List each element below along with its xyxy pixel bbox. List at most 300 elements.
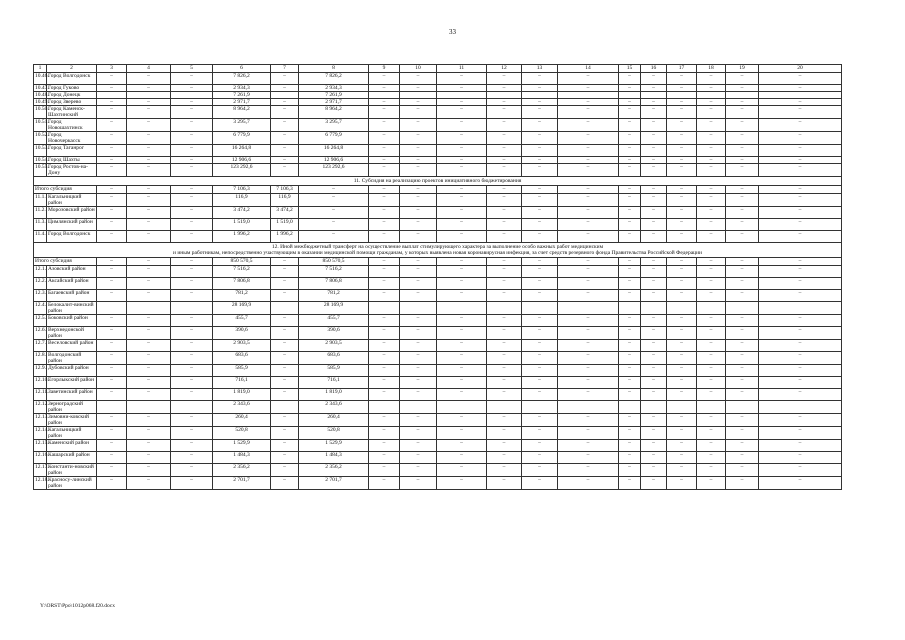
value-cell: –	[171, 266, 213, 278]
section-title-line: и иным работникам, непосредственно участвующим в оказании медицинской помощи гражданам, у которых выявлена новая коронавирусная инфекция, за счет средств резервного фонда Правительства Российской Федерации	[173, 250, 702, 256]
value-cell: 683,6	[299, 352, 369, 365]
value-cell: –	[619, 85, 641, 92]
value-cell: –	[171, 219, 213, 231]
value-cell: –	[619, 365, 641, 377]
value-cell: –	[641, 231, 667, 243]
value-cell: –	[97, 290, 127, 302]
row-name-cell: Цимлянский район	[47, 219, 97, 231]
value-cell: –	[400, 414, 437, 427]
value-cell	[726, 302, 759, 315]
value-cell: 7 826,2	[213, 73, 271, 85]
row-number-cell: 12.18.	[34, 477, 47, 490]
value-cell	[759, 302, 842, 315]
value-cell: –	[726, 352, 759, 365]
value-cell: –	[726, 290, 759, 302]
value-cell: –	[759, 414, 842, 427]
value-cell: –	[127, 106, 171, 119]
value-cell: –	[641, 73, 667, 85]
value-cell: –	[369, 365, 400, 377]
value-cell: –	[667, 145, 697, 157]
column-number-cell: 8	[299, 65, 369, 73]
value-cell: –	[726, 106, 759, 119]
value-cell: –	[127, 258, 171, 266]
value-cell: –	[558, 207, 619, 219]
value-cell: –	[697, 340, 726, 352]
row-number-cell: 10.54.	[35, 157, 49, 163]
value-cell: –	[726, 440, 759, 452]
section-title-cell	[34, 177, 842, 186]
table-row	[34, 327, 842, 340]
value-cell: –	[487, 464, 522, 477]
section-title-line: 11. Субсидия на реализацию проектов инициативного бюджетирования	[353, 178, 522, 184]
value-cell: –	[127, 85, 171, 92]
value-cell: 2 343,6	[213, 401, 271, 414]
value-cell: –	[400, 207, 437, 219]
value-cell: –	[127, 315, 171, 327]
value-cell: –	[97, 266, 127, 278]
value-cell: –	[667, 440, 697, 452]
value-cell: –	[400, 85, 437, 92]
value-cell: –	[726, 327, 759, 340]
value-cell	[619, 401, 641, 414]
value-cell: –	[726, 315, 759, 327]
value-cell: –	[437, 194, 487, 207]
value-cell: –	[97, 414, 127, 427]
value-cell: –	[437, 207, 487, 219]
value-cell: –	[437, 266, 487, 278]
value-cell: 2 903,5	[213, 340, 271, 352]
value-cell: –	[619, 132, 641, 145]
value-cell	[271, 92, 299, 99]
value-cell: –	[171, 99, 213, 106]
value-cell: –	[619, 290, 641, 302]
value-cell: –	[697, 186, 726, 194]
value-cell: –	[97, 352, 127, 365]
value-cell: –	[437, 219, 487, 231]
value-cell: 7 261,9	[213, 92, 271, 99]
value-cell	[437, 401, 487, 414]
value-cell	[97, 92, 127, 99]
value-cell: –	[667, 464, 697, 477]
table-row	[34, 377, 842, 389]
value-cell: –	[171, 290, 213, 302]
value-cell: –	[97, 278, 127, 290]
value-cell: –	[759, 477, 842, 490]
value-cell: 7 806,8	[213, 278, 271, 290]
value-cell: –	[271, 132, 299, 145]
value-cell: –	[487, 119, 522, 132]
value-cell	[271, 401, 299, 414]
value-cell: –	[558, 315, 619, 327]
value-cell	[697, 92, 726, 99]
value-cell: –	[697, 207, 726, 219]
table-row	[34, 452, 842, 464]
section-11-heading	[34, 177, 842, 186]
value-cell: –	[487, 477, 522, 490]
value-cell: –	[522, 258, 558, 266]
value-cell: –	[400, 145, 437, 157]
value-cell: –	[619, 266, 641, 278]
value-cell: –	[667, 477, 697, 490]
value-cell: –	[726, 207, 759, 219]
value-cell: –	[641, 186, 667, 194]
value-cell: –	[400, 99, 437, 106]
value-cell: –	[759, 164, 842, 177]
value-cell: –	[619, 340, 641, 352]
row-number-cell: 12.13.	[34, 414, 47, 427]
value-cell: –	[97, 340, 127, 352]
value-cell: –	[271, 389, 299, 401]
row-name-cell: Кашарский район	[47, 452, 97, 464]
value-cell: –	[522, 266, 558, 278]
value-cell: –	[437, 477, 487, 490]
value-cell: –	[641, 327, 667, 340]
column-number-cell: 16	[641, 65, 667, 73]
table-row	[34, 85, 842, 92]
row-number-cell: 12.8.	[34, 352, 47, 365]
value-cell	[400, 92, 437, 99]
value-cell: –	[487, 427, 522, 440]
value-cell: –	[759, 219, 842, 231]
value-cell: –	[619, 327, 641, 340]
value-cell	[171, 302, 213, 315]
value-cell: 2 934,3	[299, 85, 369, 92]
value-cell: –	[726, 340, 759, 352]
value-cell: –	[759, 290, 842, 302]
value-cell: –	[759, 327, 842, 340]
value-cell: –	[697, 132, 726, 145]
table-row	[34, 278, 842, 290]
value-cell: –	[522, 389, 558, 401]
value-cell: –	[437, 427, 487, 440]
value-cell: –	[487, 73, 522, 85]
value-cell: –	[400, 427, 437, 440]
value-cell: –	[667, 377, 697, 389]
value-cell: –	[558, 194, 619, 207]
value-cell: –	[641, 258, 667, 266]
value-cell: 1 519,0	[271, 219, 299, 231]
value-cell: –	[619, 258, 641, 266]
column-number-cell: 12	[487, 65, 522, 73]
value-cell: –	[369, 145, 400, 157]
value-cell: –	[271, 377, 299, 389]
value-cell: 2 701,7	[213, 477, 271, 490]
value-cell: –	[667, 315, 697, 327]
value-cell: –	[97, 219, 127, 231]
row-number-cell: 12.9.	[34, 365, 47, 377]
row-name-cell: Зимовни-ковский район	[47, 414, 97, 427]
value-cell	[369, 302, 400, 315]
value-cell: –	[726, 119, 759, 132]
value-cell: –	[127, 414, 171, 427]
section-12-heading	[34, 243, 842, 258]
value-cell: –	[641, 414, 667, 427]
value-cell: –	[558, 119, 619, 132]
value-cell: –	[759, 85, 842, 92]
value-cell: –	[619, 389, 641, 401]
value-cell: –	[127, 377, 171, 389]
value-cell: –	[487, 389, 522, 401]
value-cell: –	[726, 157, 759, 164]
value-cell: –	[171, 85, 213, 92]
value-cell: –	[558, 278, 619, 290]
value-cell: 716,1	[299, 377, 369, 389]
row-number-cell: 12.6.	[34, 327, 47, 340]
value-cell: –	[487, 231, 522, 243]
page-number: 33	[449, 28, 456, 36]
value-cell: 585,9	[213, 365, 271, 377]
row-name-cell: Город Шахты	[47, 157, 97, 164]
value-cell: –	[522, 315, 558, 327]
row-name-cell: Город Ростов-на-Дону	[47, 164, 97, 177]
value-cell: –	[171, 414, 213, 427]
value-cell: –	[558, 414, 619, 427]
row-number-cell: 12.4.	[34, 302, 47, 315]
value-cell: –	[369, 99, 400, 106]
value-cell: –	[522, 278, 558, 290]
value-cell: –	[97, 119, 127, 132]
value-cell: –	[369, 377, 400, 389]
value-cell: –	[487, 132, 522, 145]
value-cell: –	[619, 157, 641, 164]
value-cell: 6 779,9	[213, 132, 271, 145]
value-cell: –	[171, 207, 213, 219]
value-cell: –	[127, 290, 171, 302]
value-cell: –	[171, 365, 213, 377]
value-cell: –	[522, 99, 558, 106]
value-cell: –	[171, 340, 213, 352]
value-cell: –	[487, 266, 522, 278]
value-cell: –	[127, 477, 171, 490]
value-cell: –	[667, 207, 697, 219]
value-cell: –	[726, 427, 759, 440]
column-number-cell: 17	[667, 65, 697, 73]
row-name-cell: Город Волгодонск	[47, 73, 97, 85]
value-cell: 1 484,3	[213, 452, 271, 464]
value-cell: –	[759, 427, 842, 440]
value-cell: –	[369, 258, 400, 266]
value-cell: –	[400, 157, 437, 164]
value-cell: –	[558, 389, 619, 401]
value-cell: –	[171, 258, 213, 266]
value-cell: 123 292,6	[299, 164, 369, 177]
value-cell: –	[558, 452, 619, 464]
value-cell: –	[697, 258, 726, 266]
value-cell: –	[641, 427, 667, 440]
value-cell: –	[759, 99, 842, 106]
value-cell: 2 343,6	[299, 401, 369, 414]
table-row	[34, 92, 842, 99]
value-cell	[641, 302, 667, 315]
table-row	[34, 290, 842, 302]
value-cell: –	[127, 164, 171, 177]
value-cell: –	[271, 440, 299, 452]
value-cell	[127, 302, 171, 315]
column-number-cell: 2	[47, 65, 97, 73]
value-cell: –	[726, 258, 759, 266]
value-cell: –	[726, 219, 759, 231]
value-cell: –	[522, 73, 558, 85]
value-cell: –	[271, 427, 299, 440]
table-row	[34, 164, 842, 177]
value-cell: –	[400, 219, 437, 231]
row-number-cell: 12.5.	[34, 315, 47, 327]
row-number-cell: 10.46.	[34, 73, 47, 85]
value-cell: –	[726, 389, 759, 401]
value-cell	[558, 92, 619, 99]
value-cell: –	[271, 452, 299, 464]
table-row	[34, 315, 842, 327]
value-cell: –	[97, 73, 127, 85]
value-cell: –	[437, 157, 487, 164]
row-name-cell: Город Новошахтинск	[47, 119, 97, 132]
row-name-cell: Кагальницкий район	[47, 194, 97, 207]
value-cell: –	[522, 414, 558, 427]
value-cell	[400, 302, 437, 315]
value-cell: –	[369, 477, 400, 490]
column-number-cell: 9	[369, 65, 400, 73]
value-cell	[437, 92, 487, 99]
value-cell: –	[697, 440, 726, 452]
table-row	[34, 414, 842, 427]
value-cell: –	[697, 266, 726, 278]
value-cell: –	[400, 266, 437, 278]
row-name-cell: Аксайский район	[47, 278, 97, 290]
value-cell: –	[619, 194, 641, 207]
value-cell: –	[487, 365, 522, 377]
value-cell: 1 519,0	[213, 219, 271, 231]
value-cell: –	[400, 73, 437, 85]
value-cell	[759, 92, 842, 99]
row-number-cell: 10.55.	[34, 164, 47, 177]
value-cell: –	[171, 464, 213, 477]
value-cell: –	[759, 365, 842, 377]
value-cell: –	[522, 477, 558, 490]
value-cell: –	[558, 352, 619, 365]
value-cell: –	[97, 452, 127, 464]
row-name-cell: Зерноградский район	[47, 401, 97, 414]
row-name-cell: Белокалит-винский район	[47, 302, 97, 315]
value-cell: –	[522, 452, 558, 464]
value-cell: –	[522, 365, 558, 377]
value-cell: –	[759, 352, 842, 365]
column-number-cell: 6	[213, 65, 271, 73]
table-row	[34, 352, 842, 365]
value-cell: –	[641, 352, 667, 365]
value-cell: –	[619, 315, 641, 327]
table-row	[34, 99, 842, 106]
value-cell: 260,4	[213, 414, 271, 427]
value-cell: –	[171, 477, 213, 490]
value-cell: 1 529,9	[299, 440, 369, 452]
value-cell: –	[558, 73, 619, 85]
value-cell: –	[97, 186, 127, 194]
value-cell: –	[726, 477, 759, 490]
row-number-cell: 12.17.	[34, 464, 47, 477]
value-cell: –	[697, 145, 726, 157]
value-cell: –	[271, 315, 299, 327]
value-cell: –	[171, 231, 213, 243]
table-row	[34, 477, 842, 490]
value-cell: –	[369, 119, 400, 132]
value-cell: –	[97, 327, 127, 340]
row-name-cell: Дубовский район	[47, 365, 97, 377]
value-cell: 7 806,8	[299, 278, 369, 290]
value-cell: 3 474,2	[271, 207, 299, 219]
value-cell: 16 264,8	[213, 145, 271, 157]
value-cell: –	[697, 119, 726, 132]
value-cell: –	[759, 73, 842, 85]
value-cell	[369, 401, 400, 414]
value-cell: –	[522, 132, 558, 145]
value-cell: –	[487, 219, 522, 231]
value-cell: –	[697, 157, 726, 164]
value-cell: –	[127, 132, 171, 145]
table-row	[34, 464, 842, 477]
row-name-cell: Веселовский район	[47, 340, 97, 352]
value-cell: –	[400, 389, 437, 401]
total-row	[34, 186, 842, 194]
budget-table	[33, 64, 842, 490]
value-cell: –	[697, 365, 726, 377]
value-cell: –	[726, 164, 759, 177]
value-cell: –	[271, 145, 299, 157]
value-cell: –	[271, 106, 299, 119]
value-cell: –	[641, 145, 667, 157]
value-cell: –	[437, 85, 487, 92]
value-cell: –	[487, 377, 522, 389]
value-cell: –	[437, 186, 487, 194]
value-cell: 2 971,7	[213, 99, 271, 106]
value-cell: –	[619, 207, 641, 219]
value-cell	[667, 302, 697, 315]
value-cell: –	[400, 164, 437, 177]
value-cell: 781,2	[213, 290, 271, 302]
value-cell: –	[487, 194, 522, 207]
value-cell: –	[369, 440, 400, 452]
value-cell: –	[400, 119, 437, 132]
value-cell: –	[619, 377, 641, 389]
value-cell: –	[759, 194, 842, 207]
value-cell: –	[171, 186, 213, 194]
value-cell: –	[558, 365, 619, 377]
value-cell: –	[171, 145, 213, 157]
value-cell: –	[726, 377, 759, 389]
column-number-cell: 19	[726, 65, 759, 73]
value-cell: –	[697, 452, 726, 464]
value-cell	[697, 401, 726, 414]
value-cell: –	[171, 452, 213, 464]
value-cell: –	[726, 231, 759, 243]
value-cell: –	[487, 258, 522, 266]
value-cell: 260,4	[299, 414, 369, 427]
value-cell: –	[487, 186, 522, 194]
value-cell: –	[667, 365, 697, 377]
value-cell: –	[369, 157, 400, 164]
value-cell	[558, 401, 619, 414]
value-cell: –	[400, 315, 437, 327]
value-cell: –	[97, 258, 127, 266]
value-cell: 1 529,9	[213, 440, 271, 452]
value-cell: –	[369, 427, 400, 440]
value-cell: 850 570,5	[213, 258, 271, 266]
value-cell: –	[271, 327, 299, 340]
value-cell: –	[97, 207, 127, 219]
column-number-cell: 4	[127, 65, 171, 73]
value-cell: –	[522, 377, 558, 389]
row-name-cell: Город Донецк	[47, 92, 97, 99]
row-name-cell: Город Гуково	[47, 85, 97, 92]
